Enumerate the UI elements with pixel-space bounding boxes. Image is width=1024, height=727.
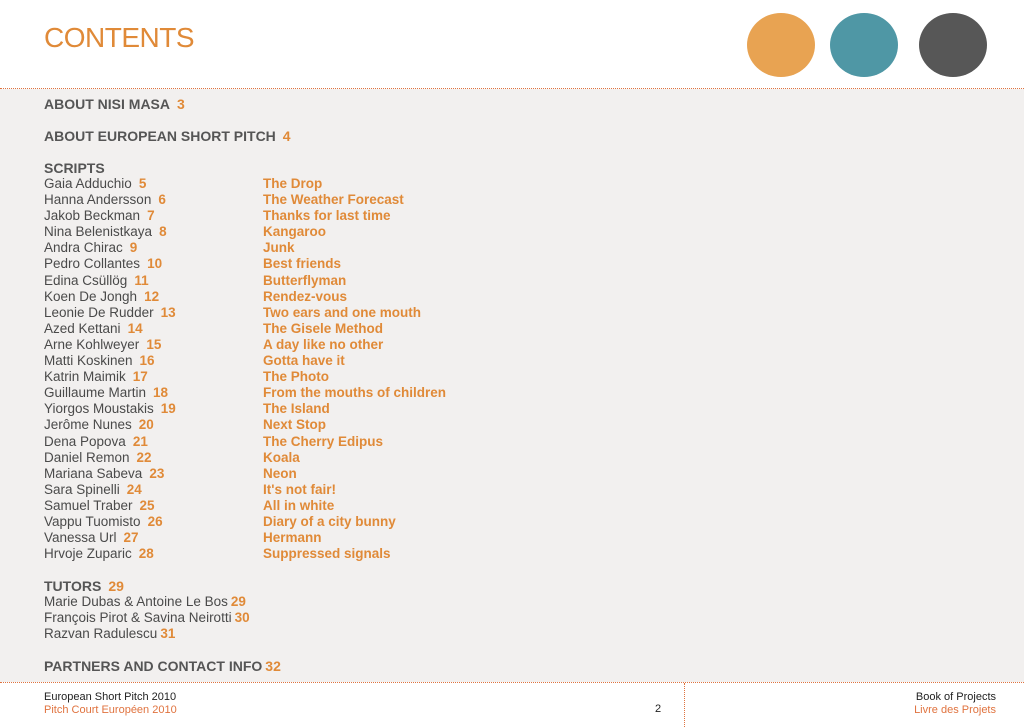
script-title: A day like no other bbox=[263, 336, 384, 352]
page-ref: 27 bbox=[123, 530, 139, 546]
footer-event-name-en: European Short Pitch 2010 bbox=[44, 691, 177, 703]
script-author: Katrin Maimik 17 bbox=[44, 369, 148, 385]
page-ref: 6 bbox=[158, 192, 166, 208]
script-entry[interactable] bbox=[44, 482, 1004, 498]
script-title: Hermann bbox=[263, 530, 322, 546]
orange-circle bbox=[747, 13, 815, 77]
script-author: Gaia Adduchio 5 bbox=[44, 176, 147, 191]
script-author: Guillaume Martin 18 bbox=[44, 385, 169, 401]
page-ref: 5 bbox=[138, 176, 147, 191]
page-ref: 12 bbox=[144, 288, 160, 304]
script-entry[interactable] bbox=[44, 401, 1004, 417]
page-ref: 29 bbox=[108, 578, 124, 595]
script-entry[interactable] bbox=[44, 514, 1004, 530]
teal-circle bbox=[830, 13, 898, 77]
script-title: The Weather Forecast bbox=[263, 192, 404, 208]
page-ref: 16 bbox=[139, 353, 155, 369]
script-author: Jerôme Nunes 20 bbox=[44, 417, 154, 433]
script-title: Suppressed signals bbox=[263, 546, 391, 562]
page-ref: 7 bbox=[147, 208, 155, 224]
page-ref: 15 bbox=[146, 336, 162, 352]
page-ref: 8 bbox=[159, 224, 167, 240]
table-of-contents bbox=[44, 96, 1004, 674]
script-title: Gotta have it bbox=[263, 353, 345, 369]
script-title: Best friends bbox=[263, 256, 342, 272]
script-entry[interactable] bbox=[44, 417, 1004, 433]
script-entry[interactable] bbox=[44, 466, 1004, 482]
script-author: Samuel Traber 25 bbox=[44, 497, 155, 513]
script-author: Pedro Collantes 10 bbox=[44, 256, 163, 272]
script-entry[interactable] bbox=[44, 192, 1004, 208]
script-title: Kangaroo bbox=[263, 224, 327, 240]
script-title: The Drop bbox=[263, 176, 323, 191]
script-author: Jakob Beckman 7 bbox=[44, 208, 155, 224]
page-ref: 30 bbox=[234, 610, 250, 626]
script-author: Azed Kettani 14 bbox=[44, 320, 143, 336]
footer-book-title-en: Book of Projects bbox=[915, 691, 996, 703]
footer-event-name-fr: Pitch Court Européen 2010 bbox=[44, 704, 177, 716]
script-author: Hrvoje Zuparic 28 bbox=[44, 546, 154, 562]
script-entry[interactable] bbox=[44, 176, 1004, 192]
page-ref: 25 bbox=[139, 497, 155, 513]
script-entry[interactable] bbox=[44, 498, 1004, 514]
script-title: It's not fair! bbox=[263, 481, 336, 497]
script-entry[interactable] bbox=[44, 305, 1004, 321]
script-entry[interactable] bbox=[44, 240, 1004, 256]
script-author: Hanna Andersson 6 bbox=[44, 192, 166, 208]
script-title: Rendez-vous bbox=[263, 288, 348, 304]
page-ref: 4 bbox=[282, 128, 291, 144]
script-title: Next Stop bbox=[263, 417, 327, 433]
script-entry[interactable] bbox=[44, 273, 1004, 289]
toc-section-tutors[interactable]: TUTORS 29 bbox=[44, 578, 124, 595]
tutor-entry[interactable]: François Pirot & Savina Neirotti 30 bbox=[44, 610, 250, 626]
page-ref: 13 bbox=[160, 304, 176, 320]
page-ref: 18 bbox=[153, 385, 169, 401]
script-title: Thanks for last time bbox=[263, 208, 391, 224]
script-author: Mariana Sabeva 23 bbox=[44, 465, 165, 481]
script-author: Nina Belenistkaya 8 bbox=[44, 224, 167, 240]
script-entry[interactable] bbox=[44, 450, 1004, 466]
script-entry[interactable] bbox=[44, 224, 1004, 240]
script-author: Yiorgos Moustakis 19 bbox=[44, 401, 176, 417]
page-ref: 20 bbox=[138, 417, 154, 433]
script-title: Butterflyman bbox=[263, 272, 347, 288]
script-entry[interactable] bbox=[44, 434, 1004, 450]
script-entry[interactable] bbox=[44, 546, 1004, 562]
page-footer bbox=[0, 682, 1024, 727]
page-ref: 9 bbox=[129, 240, 138, 256]
page-ref: 10 bbox=[147, 256, 163, 272]
script-author: Andra Chirac 9 bbox=[44, 240, 138, 256]
page-ref: 28 bbox=[138, 546, 154, 562]
script-entry[interactable] bbox=[44, 385, 1004, 401]
script-title: From the mouths of children bbox=[263, 385, 447, 401]
page-title: CONTENTS bbox=[44, 22, 194, 53]
toc-section-about-nisi[interactable]: ABOUT NISI MASA 3 bbox=[44, 96, 185, 112]
toc-section-about-esp[interactable]: ABOUT EUROPEAN SHORT PITCH 4 bbox=[44, 128, 291, 144]
script-entry[interactable] bbox=[44, 208, 1004, 224]
script-entry[interactable] bbox=[44, 369, 1004, 385]
script-author: Koen De Jongh 12 bbox=[44, 288, 160, 304]
tutors-list bbox=[44, 594, 1004, 642]
script-entry[interactable] bbox=[44, 321, 1004, 337]
script-author: Matti Koskinen 16 bbox=[44, 353, 155, 369]
script-title: All in white bbox=[263, 497, 335, 513]
page-ref: 14 bbox=[127, 320, 143, 336]
page-ref: 29 bbox=[230, 594, 246, 610]
footer-book-title-fr: Livre des Projets bbox=[914, 704, 996, 716]
script-entry[interactable] bbox=[44, 289, 1004, 305]
script-title: The Cherry Edipus bbox=[263, 433, 384, 449]
page-ref: 17 bbox=[132, 369, 148, 385]
script-author: Daniel Remon 22 bbox=[44, 449, 152, 465]
script-title: The Gisele Method bbox=[263, 320, 384, 336]
page-ref: 11 bbox=[134, 272, 149, 288]
scripts-list bbox=[44, 176, 1004, 562]
script-author: Sara Spinelli 24 bbox=[44, 481, 142, 497]
script-title: Two ears and one mouth bbox=[263, 304, 422, 320]
script-title: The Photo bbox=[263, 369, 329, 385]
page-ref: 26 bbox=[147, 513, 163, 529]
script-author: Vappu Tuomisto 26 bbox=[44, 513, 163, 529]
script-entry[interactable] bbox=[44, 530, 1004, 546]
script-entry[interactable] bbox=[44, 256, 1004, 272]
page-ref: 19 bbox=[160, 401, 176, 417]
gray-circle bbox=[919, 13, 987, 77]
script-author: Edina Csüllög 11 bbox=[44, 272, 149, 288]
script-entry[interactable] bbox=[44, 337, 1004, 353]
page-ref: 3 bbox=[177, 96, 185, 112]
script-author: Leonie De Rudder 13 bbox=[44, 304, 176, 320]
script-author: Dena Popova 21 bbox=[44, 433, 148, 449]
script-title: The Island bbox=[263, 401, 330, 417]
page-ref: 32 bbox=[265, 658, 281, 675]
script-title: Koala bbox=[263, 449, 300, 465]
script-entry[interactable] bbox=[44, 353, 1004, 369]
script-author: Arne Kohlweyer 15 bbox=[44, 336, 162, 352]
script-author: Vanessa Url 27 bbox=[44, 530, 139, 546]
script-title: Junk bbox=[263, 240, 295, 256]
script-title: Neon bbox=[263, 465, 297, 481]
page-ref: 22 bbox=[136, 449, 152, 465]
page-ref: 31 bbox=[160, 626, 176, 642]
page-ref: 24 bbox=[126, 481, 142, 497]
toc-section-scripts: SCRIPTS bbox=[44, 160, 105, 176]
page-ref: 21 bbox=[132, 433, 148, 449]
tutor-entry[interactable]: Razvan Radulescu 31 bbox=[44, 626, 176, 642]
footer-page-number: 2 bbox=[655, 703, 662, 715]
page-ref: 23 bbox=[149, 465, 165, 481]
footer-divider bbox=[684, 683, 685, 727]
page-header bbox=[0, 0, 1024, 89]
script-title: Diary of a city bunny bbox=[263, 513, 396, 529]
toc-section-partners[interactable]: PARTNERS AND CONTACT INFO 32 bbox=[44, 658, 281, 675]
tutor-entry[interactable]: Marie Dubas & Antoine Le Bos 29 bbox=[44, 594, 246, 610]
